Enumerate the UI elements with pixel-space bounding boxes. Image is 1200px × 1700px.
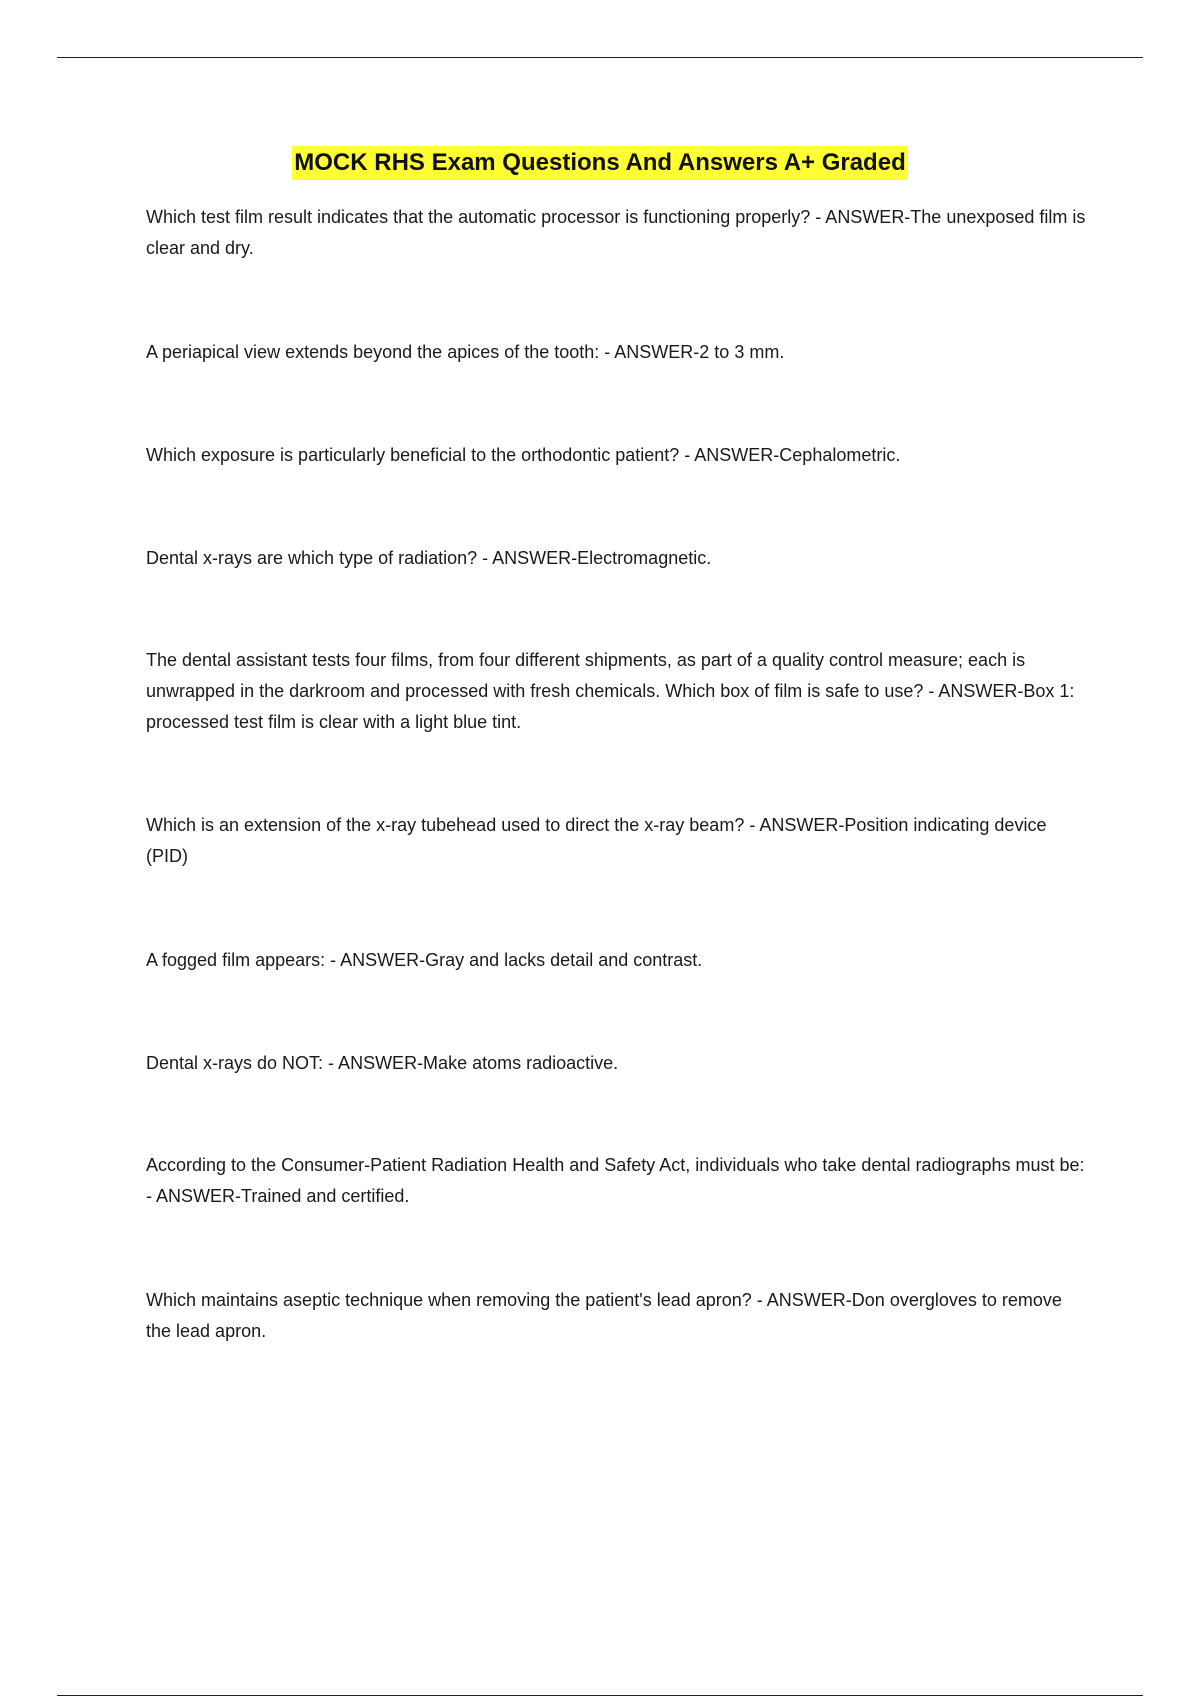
qa-item-3: Which exposure is particularly beneficial to the orthodontic patient? - ANSWER-Cephalometric. xyxy=(146,445,901,465)
title-container xyxy=(0,146,1200,180)
qa-item-7: A fogged film appears: - ANSWER-Gray and lacks detail and contrast. xyxy=(146,950,703,970)
qa-item-9: According to the Consumer-Patient Radiation Health and Safety Act, individuals who take dental radiographs must be: - ANSWER-Trained and certified. xyxy=(146,1155,1085,1206)
qa-item-5: The dental assistant tests four films, from four different shipments, as part of a quality control measure; each is unwrapped in the darkroom and processed with fresh chemicals. Which box of film is safe to use? - ANSWER-Box 1: processed test film is clear with a light blue tint. xyxy=(146,650,1075,732)
document-title: MOCK RHS Exam Questions And Answers A+ Graded xyxy=(292,146,907,180)
qa-item-2: A periapical view extends beyond the apices of the tooth: - ANSWER-2 to 3 mm. xyxy=(146,342,785,362)
bottom-rule xyxy=(57,1695,1143,1696)
qa-item-10: Which maintains aseptic technique when removing the patient's lead apron? - ANSWER-Don overgloves to remove the lead apron. xyxy=(146,1290,1062,1341)
qa-item-6: Which is an extension of the x-ray tubehead used to direct the x-ray beam? - ANSWER-Position indicating device (PID) xyxy=(146,815,1047,866)
qa-item-1: Which test film result indicates that the automatic processor is functioning properly? - ANSWER-The unexposed film is clear and dry. xyxy=(146,207,1086,258)
qa-item-4: Dental x-rays are which type of radiation? - ANSWER-Electromagnetic. xyxy=(146,548,712,568)
qa-item-8: Dental x-rays do NOT: - ANSWER-Make atoms radioactive. xyxy=(146,1053,619,1073)
top-rule xyxy=(57,57,1143,58)
